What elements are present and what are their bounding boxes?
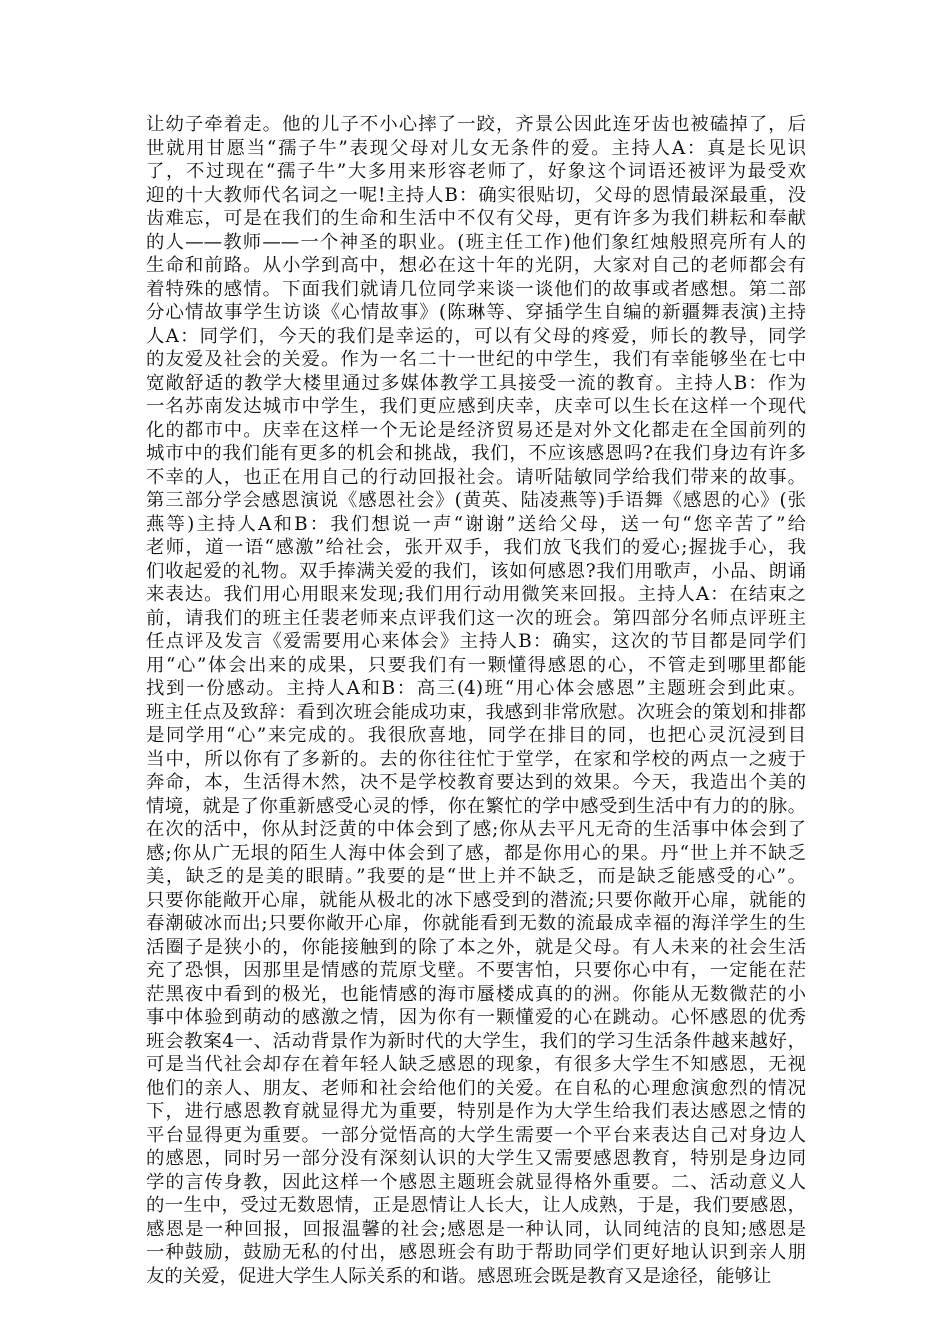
text-line: 只要你能敞开心扉，就能从极北的冰下感受到的潜流;只要你敞开心扉，就能的: [146, 889, 806, 911]
text-line: 第三部分学会感恩演说《感恩社会》(黄英、陆凌燕等)手语舞《感恩的心》(张: [146, 490, 806, 511]
text-line: 他们的亲人、朋友、老师和社会给他们的关爱。在自私的心理愈演愈烈的情况: [146, 1077, 806, 1099]
text-line: 任点评及发言《爱需要用心来体会》主持人B：确实，这次的节目都是同学们: [146, 631, 806, 652]
text-line: 一名苏南发达城市中学生，我们更应感到庆幸，庆幸可以生长在这样一个现代: [146, 396, 806, 417]
text-line: 可是当代社会却存在着年轻人缺乏感恩的现象，有很多大学生不知感恩，无视: [146, 1054, 806, 1075]
text-line: 是同学用“心”来完成的。我很欣喜地，同学在排目的同，也把心灵沉浸到目: [146, 725, 806, 746]
text-line: 感;你从广无垠的陌生人海中体会到了感，都是你用心的果。丹“世上并不缺乏: [146, 842, 806, 864]
text-line: 的感恩，同时另一部分没有深刻认识的大学生又需要感恩教育，特别是身边同: [146, 1148, 806, 1169]
text-line: 城市中的我们能有更多的机会和挑战，我们，不应该感恩吗?在我们身边有许多: [146, 443, 806, 464]
text-line: 迎的十大教师代名词之一呢!主持人B：确实很贴切，父母的恩情最深最重，没: [146, 184, 806, 206]
text-line: 当中，所以你有了多新的。去的你往往忙于堂学，在家和学校的两点一之疲于: [146, 748, 806, 770]
text-line: 的友爱及社会的关爱。作为一名二十一世纪的中学生，我们有幸能够坐在七中: [146, 349, 806, 370]
text-line: 齿难忘，可是在我们的生命和生活中不仅有父母，更有许多为我们耕耘和奉献: [146, 208, 806, 229]
text-line: 们收起爱的礼物。双手捧满关爱的我们，该如何感恩?我们用歌声，小品、朗诵: [146, 560, 806, 582]
text-line: 友的关爱，促进大学生人际关系的和谐。感恩班会既是教育又是途径，能够让: [146, 1265, 772, 1287]
text-line: 美，缺乏的是美的眼睛。”我要的是“世上并不缺乏，而是缺乏能感受的心”。: [146, 866, 806, 887]
text-line: 不幸的人，也正在用自己的行动回报社会。请听陆敏同学给我们带来的故事。: [146, 466, 806, 488]
text-line: 世就用甘愿当“孺子牛”表现父母对儿女无条件的爱。主持人A：真是长见识: [146, 137, 806, 159]
body-text: [146, 113, 806, 1288]
text-line: 奔命，本，生活得木然，决不是学校教育要达到的效果。今天，我造出个美的: [146, 772, 806, 793]
text-line: 班会教案4一、活动背景作为新时代的大学生，我们的学习生活条件越来越好，: [146, 1030, 806, 1052]
text-line: 的人——教师——一个神圣的职业。(班主任工作)他们象红烛般照亮所有人的: [146, 231, 806, 253]
text-line: 学的言传身教，因此这样一个感恩主题班会就显得格外重要。二、活动意义人: [146, 1171, 806, 1193]
text-line: 着特殊的感情。下面我们就请几位同学来谈一谈他们的故事或者感想。第二部: [146, 278, 806, 300]
text-line: 事中体验到萌动的感激之情，因为你有一颗懂爱的心在跳动。心怀感恩的优秀: [146, 1007, 806, 1028]
text-line: 燕等)主持人A和B：我们想说一声“谢谢”送给父母，送一句“您辛苦了”给: [146, 513, 806, 535]
text-line: 春潮破冰而出;只要你敞开心扉，你就能看到无数的流最成幸福的海洋学生的生: [146, 913, 806, 934]
text-line: 平台显得更为重要。一部分觉悟高的大学生需要一个平台来表达自己对身边人: [146, 1124, 806, 1146]
text-line: 茫黑夜中看到的极光，也能情感的海市蜃楼成真的的洲。你能从无数微茫的小: [146, 983, 806, 1005]
text-line: 用“心”体会出来的成果，只要我们有一颗懂得感恩的心，不管走到哪里都能: [146, 654, 806, 676]
text-line: 充了恐惧，因那里是情感的荒原戈壁。不要害怕，只要你心中有，一定能在茫: [146, 960, 806, 981]
text-line: 了，不过现在“孺子牛”大多用来形容老师了，好象这个词语还被评为最受欢: [146, 161, 806, 182]
text-line: 的一生中，受过无数恩情，正是恩情让人长大，让人成熟，于是，我们要感恩，: [146, 1195, 806, 1216]
text-line: 人A：同学们，今天的我们是幸运的，可以有父母的疼爱，师长的教导，同学: [146, 325, 806, 347]
text-line: 生命和前路。从小学到高中，想必在这十年的光阴，大家对自己的老师都会有: [146, 255, 806, 276]
text-line: 一种鼓励，鼓励无私的付出，感恩班会有助于帮助同学们更好地认识到亲人朋: [146, 1242, 806, 1263]
text-line: 分心情故事学生访谈《心情故事》(陈琳等、穿插学生自编的新疆舞表演)主持: [146, 302, 806, 323]
text-line: 化的都市中。庆幸在这样一个无论是经济贸易还是对外文化都走在全国前列的: [146, 419, 806, 441]
text-line: 找到一份感动。主持人A和B：高三(4)班“用心体会感恩”主题班会到此束。: [146, 678, 806, 699]
text-line: 让幼子牵着走。他的儿子不小心摔了一跤，齐景公因此连牙齿也被磕掉了，后: [146, 114, 806, 135]
text-line: 情境，就是了你重新感受心灵的悸，你在繁忙的学中感受到生活中有力的的脉。: [146, 795, 806, 817]
text-line: 前，请我们的班主任裴老师来点评我们这一次的班会。第四部分名师点评班主: [146, 607, 806, 629]
text-line: 在次的活中，你从封泛黄的中体会到了感;你从去平凡无奇的生活事中体会到了: [146, 819, 806, 840]
text-line: 老师，道一语“感激”给社会，张开双手，我们放飞我们的爱心;握拢手心，我: [146, 537, 806, 558]
text-line: 班主任点及致辞：看到次班会能成功束，我感到非常欣慰。次班会的策划和排都: [146, 701, 806, 723]
text-line: 活圈子是狭小的，你能接触到的除了本之外，就是父母。有人未来的社会生活: [146, 936, 806, 958]
text-line: 下，进行感恩教育就显得尤为重要，特别是作为大学生给我们表达感恩之情的: [146, 1101, 806, 1122]
text-line: 感恩是一种回报，回报温馨的社会;感恩是一种认同，认同纯洁的良知;感恩是: [146, 1218, 806, 1240]
text-line: 来表达。我们用心用眼来发现;我们用行动用微笑来回报。主持人A：在结束之: [146, 584, 806, 605]
text-line: 宽敞舒适的教学大楼里通过多媒体教学工具接受一流的教育。主持人B：作为: [146, 372, 806, 394]
